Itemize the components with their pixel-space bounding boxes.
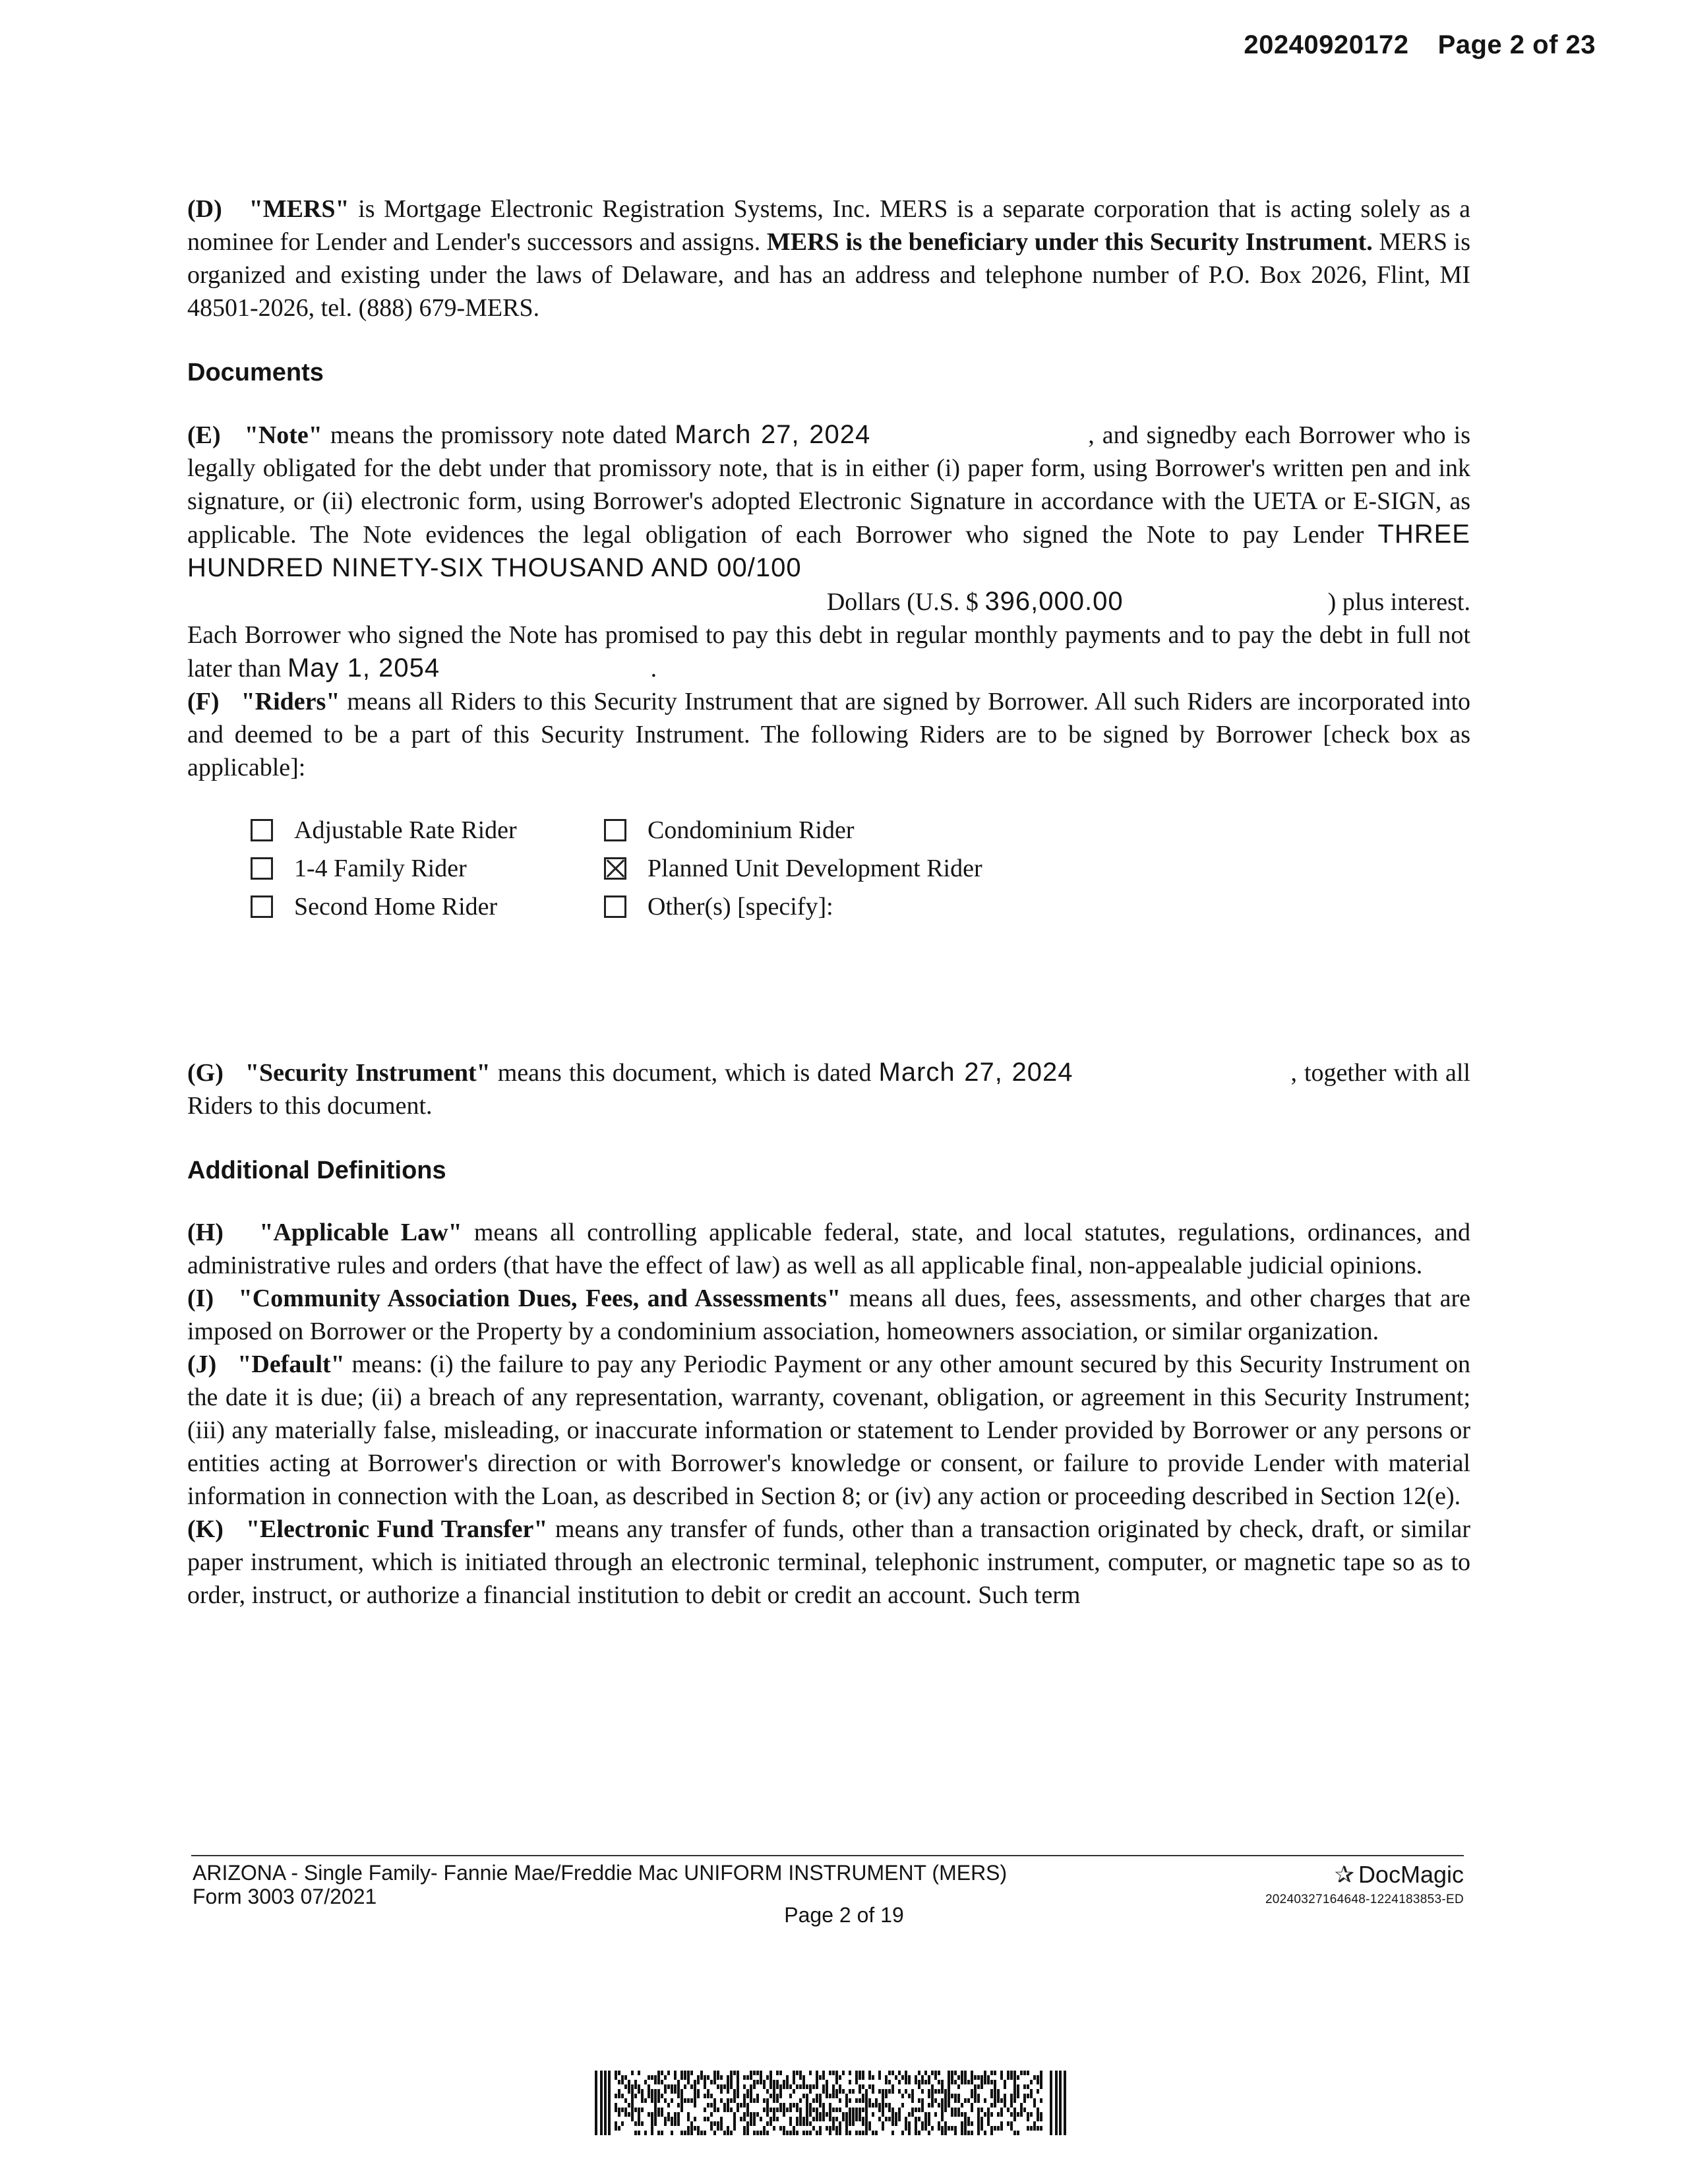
definition-label: (J) xyxy=(187,1350,217,1378)
checkbox[interactable] xyxy=(251,819,273,841)
header-page-indicator: Page 2 of 23 xyxy=(1437,30,1596,59)
definition-i xyxy=(187,1282,1470,1348)
definition-d xyxy=(187,193,1470,324)
defined-term: "Riders" xyxy=(241,688,340,715)
checkbox-checked[interactable] xyxy=(604,857,626,880)
definition-text: , and signedby each Borrower who is legally obligated for the debt under that promissory note, that is in either (i) paper form, using Borrower's written pen and ink signature, or (ii) electronic form, using Borrower's adopted Electronic Signature in accordance with the UETA or E-SIGN, as applicable. The Note evidences the legal obligation of each Borrower who signed the Note to pay Lender xyxy=(187,421,1470,549)
footer-brand xyxy=(1265,1861,1464,1907)
checkbox[interactable] xyxy=(251,857,273,880)
note-date-field: March 27, 2024 xyxy=(675,420,871,449)
emphasis-text: MERS is the beneficiary under this Security Instrument. xyxy=(766,228,1373,256)
checkbox[interactable] xyxy=(604,819,626,841)
section-heading-documents: Documents xyxy=(187,359,324,386)
defined-term: "Community Association Dues, Fees, and Assessments" xyxy=(238,1285,841,1312)
definition-label: (D) xyxy=(187,195,222,223)
definition-text: . xyxy=(644,655,657,682)
checkbox[interactable] xyxy=(604,895,626,918)
rider-other[interactable] xyxy=(604,890,1013,924)
maturity-date-field: May 1, 2054 xyxy=(287,653,440,682)
defined-term: "Applicable Law" xyxy=(259,1219,462,1246)
definition-text: Dollars (U.S. $ xyxy=(826,588,985,616)
definition-text: means any transfer of funds, other than a transaction originated by check, draft, or similar paper instrument, which is initiated through an electronic terminal, telephonic instrument, computer, or magnetic tape so as to order, instruct, or authorize a financial institution to debit or credit an account. Such term xyxy=(187,1515,1471,1609)
definition-g xyxy=(187,1056,1470,1122)
definition-text: means all controlling applicable federal, state, and local statutes, regulations, ordinances, and administrative rules and orders (that have the effect of law) as well as all applicable final, non-appealable judicial opinions. xyxy=(187,1219,1471,1279)
rider-label: Planned Unit Development Rider xyxy=(648,855,982,882)
defined-term: "Note" xyxy=(244,421,322,449)
definition-label: (H) xyxy=(187,1219,224,1246)
definition-label: (E) xyxy=(187,421,221,449)
document-code: 20240327164648-1224183853-ED xyxy=(1265,1893,1464,1906)
recording-header xyxy=(1244,30,1596,60)
section-heading-additional-definitions: Additional Definitions xyxy=(187,1157,446,1184)
brand-name: DocMagic xyxy=(1358,1861,1464,1888)
rider-planned-unit-development[interactable] xyxy=(604,851,1013,886)
definition-label: (F) xyxy=(187,688,220,715)
defined-term: "Security Instrument" xyxy=(245,1059,491,1087)
rider-label: Adjustable Rate Rider xyxy=(294,816,517,844)
document-number: 20240920172 xyxy=(1244,30,1409,59)
definition-text: ) plus interest. xyxy=(1327,588,1470,616)
definition-text: means the promissory note dated xyxy=(322,421,675,449)
loan-amount-field: 396,000.00 xyxy=(984,587,1124,616)
rider-condominium[interactable] xyxy=(604,813,1013,847)
rider-label: 1-4 Family Rider xyxy=(294,855,467,882)
definition-j xyxy=(187,1348,1470,1513)
loan-amount-words-field: THREE HUNDRED NINETY-SIX THOUSAND AND 00/100 xyxy=(187,520,1470,582)
footer-form-info xyxy=(193,1861,1007,1908)
form-number: Form 3003 07/2021 xyxy=(193,1885,377,1908)
footer-page-number: Page 2 of 19 xyxy=(784,1903,904,1927)
definition-h xyxy=(187,1216,1470,1282)
rider-label: Other(s) [specify]: xyxy=(648,893,833,921)
definition-f xyxy=(187,685,1470,784)
checkbox[interactable] xyxy=(251,895,273,918)
rider-second-home[interactable] xyxy=(251,890,604,924)
definition-text: means all dues, fees, assessments, and other charges that are imposed on Borrower or the Property by a condominium association, homeowners association, or similar organization. xyxy=(187,1285,1471,1345)
defined-term: "Electronic Fund Transfer" xyxy=(245,1515,548,1543)
rider-label: Second Home Rider xyxy=(294,893,498,921)
defined-term: "Default" xyxy=(237,1350,345,1378)
rider-label: Condominium Rider xyxy=(648,816,855,844)
form-title: ARIZONA - Single Family- Fannie Mae/Freddie Mac UNIFORM INSTRUMENT (MERS) xyxy=(193,1861,1008,1885)
star-icon: ✰ xyxy=(1334,1861,1354,1888)
definition-label: (K) xyxy=(187,1515,224,1543)
defined-term: "MERS" xyxy=(249,195,349,223)
definition-label: (I) xyxy=(187,1285,214,1312)
definition-text: means: (i) the failure to pay any Periodic Payment or any other amount secured by this Security Instrument on the date it is due; (ii) a breach of any representation, warranty, covenant, obligation, or agreement in this Security Instrument; (iii) any materially false, misleading, or inaccurate information or statement to Lender provided by Borrower or any persons or entities acting at Borrower's direction or with Borrower's knowledge or consent, or failure to provide Lender with material information in connection with the Loan, as described in Section 8; or (iv) any action or proceeding described in Section 12(e). xyxy=(187,1350,1470,1510)
amount-line xyxy=(187,585,1470,619)
definition-label: (G) xyxy=(187,1059,224,1087)
document-body xyxy=(187,193,1470,1612)
definition-text: MERS is organized and existing under the laws of Delaware, and has an address and telephone number of P.O. Box 2026, Flint, MI 48501-2026, tel. (888) 679-MERS. xyxy=(187,228,1471,322)
definition-k xyxy=(187,1513,1470,1612)
definition-text: is Mortgage Electronic Registration Systems, Inc. MERS is a separate corporation that is acting solely as a nominee for Lender and Lender's successors and assigns. xyxy=(187,195,1470,256)
definition-text: Each Borrower who signed the Note has promised to pay this debt in regular monthly payments and to pay the debt in full not later than xyxy=(187,621,1470,682)
footer-divider xyxy=(191,1855,1464,1856)
security-instrument-date-field: March 27, 2024 xyxy=(878,1058,1073,1087)
maturity-line xyxy=(187,619,1470,685)
barcode-icon xyxy=(595,2071,1067,2135)
definition-text: means this document, which is dated xyxy=(490,1059,879,1087)
riders-checklist xyxy=(251,813,1470,924)
rider-adjustable-rate[interactable] xyxy=(251,813,604,847)
definition-text: , together with all Riders to this document. xyxy=(187,1059,1470,1120)
rider-1-4-family[interactable] xyxy=(251,851,604,886)
definition-text: means all Riders to this Security Instrument that are signed by Borrower. All such Riders are incorporated into and deemed to be a part of this Security Instrument. The following Riders are to be signed by Borrower [check box as applicable]: xyxy=(187,688,1470,781)
definition-e xyxy=(187,418,1470,585)
